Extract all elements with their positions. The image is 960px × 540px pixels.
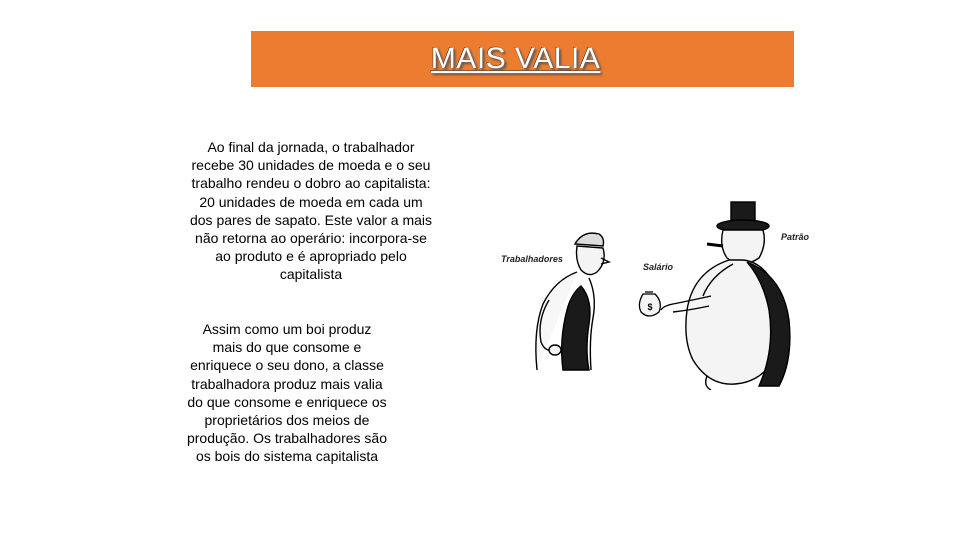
label-workers: Trabalhadores (501, 254, 563, 264)
label-wage: Salário (643, 262, 674, 272)
paragraph-ox-analogy: Assim como um boi produz mais do que consome e enriquece o seu dono, a classe trabalhadora produz mais valia do que consome e enriquece os proprietários dos meios de produção. Os trabalhadores são os bois do sistema capitalista (186, 321, 387, 465)
worker-boss-cartoon (497, 200, 837, 390)
slide-title: MAIS VALIA (430, 42, 601, 75)
paragraph-surplus-value: Ao final da jornada, o trabalhador recebe 30 unidades de moeda e o seu trabalho rendeu o dobro ao capitalista: 20 unidades de moeda em cada um dos pares de sapato. Este valor a mais não retorna ao operário: incorpora-se ao produto e é apropriado pelo capitalista (189, 139, 433, 283)
money-bag-icon (639, 292, 660, 316)
bag-symbol: $ (647, 302, 653, 312)
boss-figure (661, 202, 790, 390)
title-bar (251, 31, 794, 87)
label-boss: Patrão (781, 232, 810, 242)
